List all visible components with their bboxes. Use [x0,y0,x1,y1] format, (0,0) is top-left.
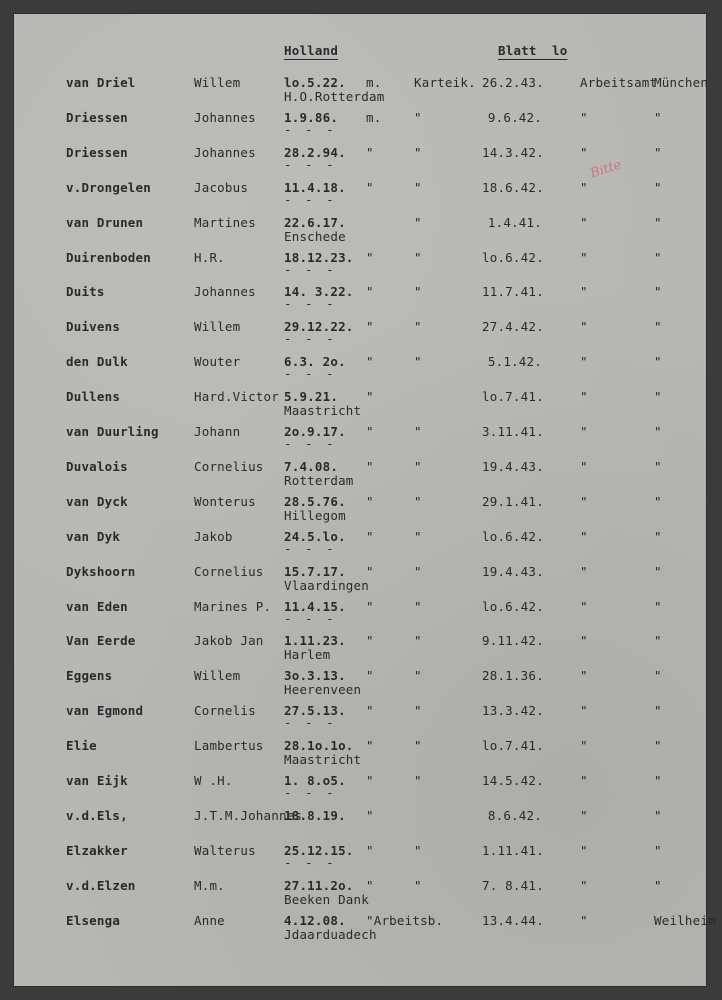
register-row [14,774,706,804]
cell-mark: " [366,458,374,474]
handwritten-mark: Bitte [588,157,624,182]
cell-date: lo.5.22. [284,75,346,90]
cell-city: " [654,877,662,893]
register-row [14,600,706,630]
cell-given: Cornelius [194,563,264,579]
cell-city: " [654,389,662,405]
cell-surname: van Driel [66,75,136,90]
cell-surname: van Eijk [66,773,128,788]
cell-given: Hard.Victor [194,389,279,405]
register-row [14,844,706,874]
cell-surname: v.d.Els, [66,807,128,823]
cell-dash: - - - [284,854,337,870]
cell-surname: van Dyk [66,528,121,544]
cell-surname: van Egmond [66,703,144,719]
cell-dash: - - - [284,121,337,137]
cell-office: " [580,109,588,125]
cell-office: " [580,807,588,823]
cell-sub: Maastricht [284,752,362,768]
register-row [14,809,706,839]
cell-city: Weilheim [654,912,716,928]
cell-office: " [580,703,588,719]
cell-city: " [654,842,662,858]
cell-dash: - - - [284,540,337,556]
register-row [14,495,706,525]
cell-given: Wonterus [194,493,256,509]
cell-city: " [654,249,662,265]
cell-date2: 19.4.43. [482,458,544,474]
register-row [14,460,706,490]
cell-surname: v.d.Elzen [66,877,136,893]
cell-city: " [654,354,662,370]
cell-surname: Eggens [66,668,113,684]
cell-city: " [654,214,662,230]
cell-mark: m. [366,109,382,125]
cell-city: " [654,458,662,474]
cell-mark: "Arbeitsb. [366,912,444,928]
cell-date: 1.11.23. [284,633,346,649]
cell-surname: Dykshoorn [66,563,136,579]
cell-place: " [414,563,422,579]
cell-date2: lo.6.42. [482,598,544,614]
cell-office: " [580,528,588,544]
cell-date: 4.12.08. [284,912,346,928]
cell-given: Martines [194,214,256,230]
cell-mark: " [366,424,374,439]
cell-date: 28.2.94. [284,144,346,160]
cell-date2: 7. 8.41. [482,877,544,893]
cell-given: Jakob [194,528,233,544]
cell-surname: Elie [66,738,97,754]
cell-surname: Dullens [66,389,121,405]
cell-mark: " [366,319,374,335]
cell-date: 14. 3.22. [284,284,354,300]
cell-office: " [580,144,588,160]
cell-date: 2o.9.17. [284,424,346,439]
register-row [14,251,706,281]
cell-date: 22.6.17. [284,214,346,230]
cell-dash: - - - [284,610,337,626]
cell-city: " [654,144,662,160]
cell-office: " [580,563,588,579]
cell-office: " [580,249,588,265]
cell-place: " [414,633,422,649]
cell-surname: van Eden [66,598,128,614]
cell-sub: Rotterdam [284,472,354,488]
register-row [14,739,706,769]
cell-date2: 26.2.43. [482,75,544,90]
cell-office: " [580,633,588,649]
cell-sub: Harlem [284,647,331,663]
cell-given: Cornelius [194,458,264,474]
cell-place: " [414,214,422,230]
cell-place: " [414,424,422,439]
cell-city: " [654,109,662,125]
cell-place: " [414,284,422,300]
cell-office: " [580,424,588,439]
cell-office: " [580,842,588,858]
cell-date: 24.5.lo. [284,528,346,544]
cell-date: 5.9.21. [284,389,339,405]
cell-office: " [580,773,588,788]
register-row [14,390,706,420]
cell-given: H.R. [194,249,225,265]
register-row [14,216,706,246]
cell-dash: - - - [284,296,337,312]
cell-place: " [414,738,422,754]
cell-place: " [414,109,422,125]
register-row [14,565,706,595]
cell-place: " [414,703,422,719]
cell-given: Marines P. [194,598,272,614]
cell-city: " [654,528,662,544]
cell-given: Willem [194,75,241,90]
cell-office: " [580,598,588,614]
cell-city: " [654,424,662,439]
cell-date: 6.3. 2o. [284,354,346,370]
cell-place: " [414,842,422,858]
cell-dash: - - - [284,191,337,207]
cell-place: " [414,354,422,370]
cell-city: " [654,668,662,684]
cell-date2: 1.4.41. [487,214,542,230]
cell-dash: - - - [284,261,337,277]
cell-date2: lo.6.42. [482,528,544,544]
register-row [14,75,709,106]
cell-given: Walterus [194,842,256,858]
cell-place: " [414,144,422,160]
cell-surname: Driessen [66,144,128,160]
cell-dash: - - - [284,436,337,451]
register-row [14,912,716,944]
cell-sub: Heerenveen [284,682,362,698]
cell-office: " [580,284,588,300]
cell-date2: 9.6.42. [487,109,542,125]
cell-mark: " [366,563,374,579]
cell-city: " [654,807,662,823]
register-row [14,181,706,211]
cell-date2: 29.1.41. [482,493,544,509]
cell-date2: lo.7.41. [482,738,544,754]
cell-place: " [414,319,422,335]
cell-date: 15.7.17. [284,563,346,579]
cell-city: " [654,738,662,754]
cell-date2: lo.6.42. [482,249,544,265]
document-sheet [14,14,716,986]
cell-surname: Elsenga [66,912,121,928]
cell-surname: Van Eerde [66,633,136,649]
cell-date: 1.9.86. [284,109,339,125]
cell-date2: 19.4.43. [482,563,544,579]
cell-given: M.m. [194,877,225,893]
cell-date2: 27.4.42. [482,319,544,335]
cell-given: Willem [194,319,241,335]
register-row [14,530,706,560]
cell-date: 3o.3.13. [284,668,346,684]
cell-date: 25.12.15. [284,842,354,858]
cell-date: 29.12.22. [284,319,354,335]
cell-date2: 1.11.41. [482,842,544,858]
cell-place: " [414,179,422,195]
cell-office: " [580,912,588,928]
cell-surname: van Duurling [66,424,159,439]
cell-place: " [414,877,422,893]
cell-date2: 8.6.42. [487,807,542,823]
cell-date: 7.4.08. [284,458,339,474]
cell-date2: 3.11.41. [482,424,544,439]
cell-surname: Elzakker [66,842,128,858]
cell-city: " [654,563,662,579]
cell-place: " [414,249,422,265]
register-row [14,704,706,734]
register-row [14,355,706,385]
header-country: Holland [284,43,339,58]
cell-date: 11.4.18. [284,179,346,195]
cell-office: " [580,738,588,754]
cell-mark: " [366,528,374,544]
cell-date: 18.8.19. [284,807,346,823]
cell-mark: " [366,807,374,823]
cell-given: Johannes [194,284,256,300]
cell-date: 1. 8.o5. [284,773,346,788]
cell-place: " [414,668,422,684]
cell-mark: " [366,284,374,300]
cell-office: " [580,493,588,509]
cell-given: Jakob Jan [194,633,264,649]
cell-sub: Maastricht [284,403,362,419]
cell-city: " [654,703,662,719]
cell-city: " [654,284,662,300]
cell-city: " [654,493,662,509]
cell-office: " [580,458,588,474]
register-row [14,634,706,664]
cell-date2: 28.1.36. [482,668,544,684]
cell-date2: 9.11.42. [482,633,544,649]
cell-given: Wouter [194,354,241,370]
cell-given: J.T.M.Johannes [194,807,303,823]
register-row [14,285,706,315]
register-row [14,111,706,141]
cell-date2: 14.3.42. [482,144,544,160]
cell-mark: " [366,389,374,405]
cell-surname: Duits [66,284,105,300]
cell-sub: H.O.Rotterdam [284,89,385,104]
cell-mark: " [366,144,374,160]
cell-sub: Jdaarduadech [284,926,377,942]
cell-city: " [654,179,662,195]
register-row [14,669,706,699]
cell-surname: Duirenboden [66,249,151,265]
cell-sub: Beeken Dank [284,891,369,907]
cell-dash: - - - [284,156,337,172]
cell-given: Jacobus [194,179,249,195]
cell-mark: " [366,179,374,195]
cell-date: 27.5.13. [284,703,346,719]
cell-given: Johannes [194,109,256,125]
register-row [14,146,706,176]
cell-date2: 18.6.42. [482,179,544,195]
cell-place: " [414,528,422,544]
cell-city: " [654,319,662,335]
cell-date: 27.11.2o. [284,877,354,893]
cell-dash: - - - [284,331,337,347]
cell-mark: " [366,633,374,649]
cell-given: Lambertus [194,738,264,754]
cell-dash: - - - [284,715,337,731]
cell-given: Johann [194,424,241,439]
cell-date: 28.1o.1o. [284,738,354,754]
cell-city: " [654,598,662,614]
cell-date2: 13.3.42. [482,703,544,719]
cell-mark: " [366,877,374,893]
cell-surname: van Dyck [66,493,128,509]
cell-place: Karteik. [414,75,476,90]
cell-surname: van Drunen [66,214,144,230]
cell-given: Johannes [194,144,256,160]
cell-given: W .H. [194,773,233,788]
cell-office: " [580,214,588,230]
cell-dash: - - - [284,366,337,382]
cell-office: " [580,877,588,893]
cell-mark: " [366,493,374,509]
cell-city: München [654,75,709,90]
cell-office: Arbeitsamt [580,75,658,90]
cell-place: " [414,598,422,614]
cell-dash: - - - [284,785,337,800]
cell-place: " [414,493,422,509]
cell-mark: " [366,703,374,719]
cell-surname: Driessen [66,109,128,125]
cell-mark: " [366,738,374,754]
cell-date2: 11.7.41. [482,284,544,300]
cell-surname: v.Drongelen [66,179,151,195]
cell-surname: Duivens [66,319,121,335]
cell-mark: " [366,249,374,265]
register-row [14,320,706,350]
cell-sub: Enschede [284,228,346,244]
register-row [14,425,706,455]
cell-date2: 13.4.44. [482,912,544,928]
cell-office: " [580,668,588,684]
cell-mark: " [366,598,374,614]
cell-date2: 5.1.42. [487,354,542,370]
cell-sub: Hillegom [284,507,346,523]
cell-office: " [580,354,588,370]
cell-mark: " [366,354,374,370]
cell-sub: Vlaardingen [284,577,369,593]
cell-date: 11.4.15. [284,598,346,614]
cell-date2: 14.5.42. [482,773,544,788]
cell-city: " [654,773,662,788]
cell-mark: " [366,668,374,684]
cell-mark: m. [366,75,382,90]
cell-city: " [654,633,662,649]
cell-date: 28.5.76. [284,493,346,509]
register-row [14,879,706,909]
cell-mark: " [366,773,374,788]
header-sheet-number: Blatt lo [498,43,568,58]
cell-mark: " [366,842,374,858]
cell-office: " [580,389,588,405]
cell-given: Cornelis [194,703,256,719]
cell-date2: lo.7.41. [482,389,544,405]
cell-surname: den Dulk [66,354,128,370]
cell-place: " [414,773,422,788]
cell-date: 18.12.23. [284,249,354,265]
cell-place: " [414,458,422,474]
cell-given: Willem [194,668,241,684]
cell-given: Anne [194,912,225,928]
cell-office: " [580,319,588,335]
cell-surname: Duvalois [66,458,128,474]
cell-office: " [580,179,588,195]
